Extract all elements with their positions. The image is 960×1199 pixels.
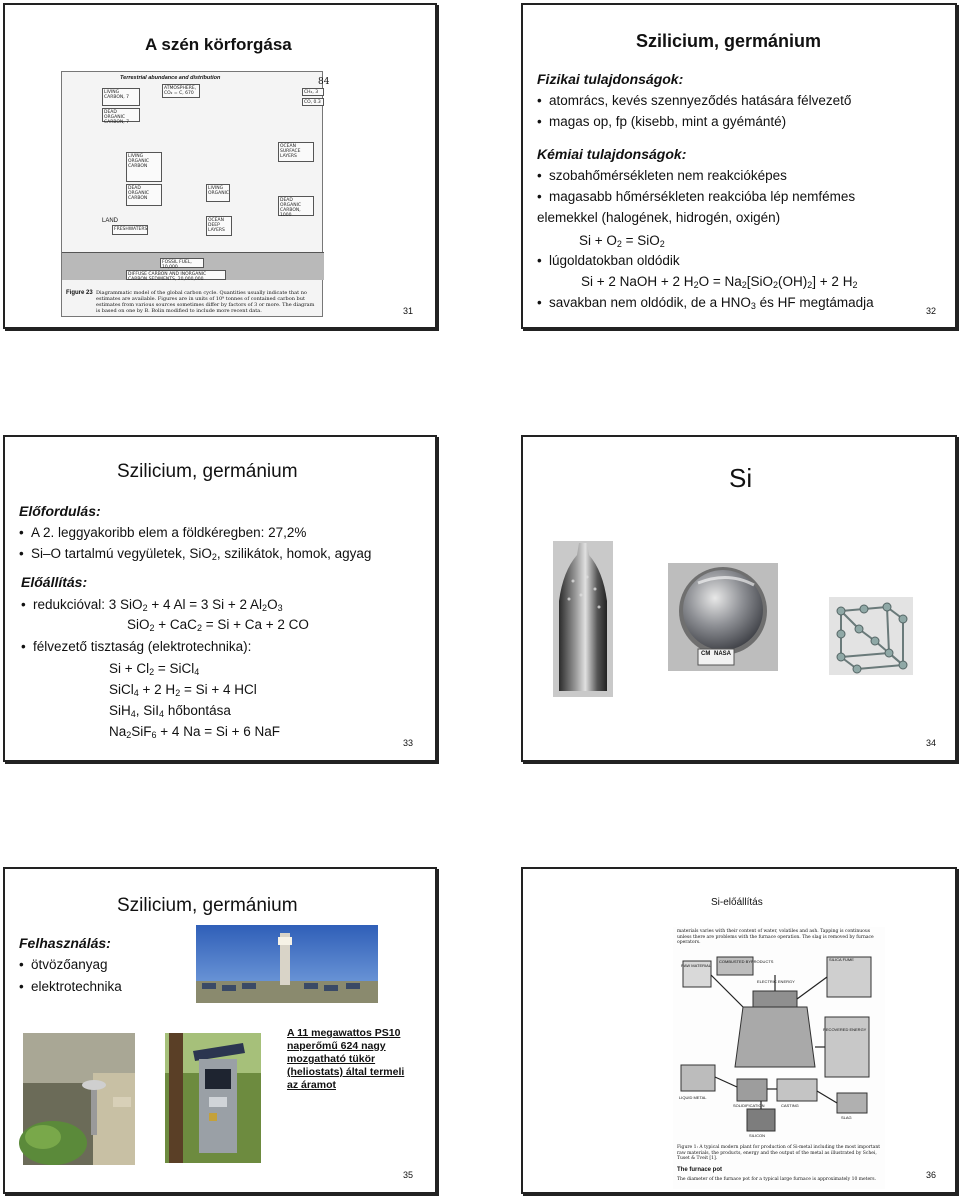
diagram-box: CH₄, 3 xyxy=(302,88,324,96)
list-item: • redukcióval: 3 SiO$_2$ + 4 Al = 3 Si + 2 $Al_2O_3$ xyxy=(21,597,283,613)
list-item-continuation: elemekkel (halogének, hidrogén, oxigén) xyxy=(537,210,781,225)
diagram-box: FRESHWATERS xyxy=(112,225,148,235)
diagram-box: DEAD ORGANIC CARBON xyxy=(126,184,162,206)
slide-title: Si xyxy=(729,463,753,493)
diagram-box: ATMOSPHERE, CO₂ = C, 670 xyxy=(162,84,200,98)
crystal-lattice-model xyxy=(829,597,913,675)
si-plant-figure xyxy=(673,927,885,1189)
equation: SiO$_2$ + CaC$_2$ = Si + Ca + 2 CO xyxy=(127,617,309,633)
diagram-box: DEAD ORGANIC CARBON, 7 xyxy=(102,108,140,122)
list-item: • A 2. leggyakoribb elem a földkéregben: 27,2% xyxy=(19,525,306,540)
list-item: • szobahőmérsékleten nem reakcióképes xyxy=(537,168,787,183)
equation: $Si + O_2 = SiO_2$ xyxy=(579,233,665,249)
slide-32 xyxy=(521,3,957,329)
plant-label: SOLIDIFICATION xyxy=(733,1103,765,1108)
slide-33 xyxy=(3,435,437,762)
list-item: • lúgoldatokban oldódik xyxy=(537,253,680,268)
diagram-box: LIVING CARBON, 7 xyxy=(102,88,140,106)
slide-36 xyxy=(521,867,957,1194)
plant-label: RAW MATERIAL xyxy=(681,963,712,968)
equation: $Na_2SiF_6 + 4$ Na = Si + 6 NaF xyxy=(109,724,280,740)
list-item: • magasabb hőmérsékleten reakcióba lép nemfémes xyxy=(537,189,855,204)
usage-heading: Felhasználás: xyxy=(19,935,111,951)
diagram-box: FOSSIL FUEL, 10,000 xyxy=(160,258,204,268)
production-heading: Előállítás: xyxy=(21,574,88,590)
diagram-box: OCEAN SURFACE LAYERS xyxy=(278,142,314,162)
page-number: 32 xyxy=(926,306,937,316)
solar-tower-photo xyxy=(196,925,378,1003)
carbon-cycle-diagram xyxy=(61,71,330,317)
plant-label: CASTING xyxy=(781,1103,799,1108)
page-number: 36 xyxy=(926,1170,937,1180)
page-number: 35 xyxy=(403,1170,414,1180)
slide-35 xyxy=(3,867,437,1194)
occurrence-heading: Előfordulás: xyxy=(19,503,101,519)
silicon-wafer-photo xyxy=(668,563,778,671)
list-item: • elektrotechnika xyxy=(19,979,122,994)
furnace-text: The diameter of the furnace pot for a typical large furnace is approximately 10 meters. xyxy=(677,1177,877,1182)
slide-34 xyxy=(521,435,957,762)
page-number: 34 xyxy=(926,738,937,748)
chemical-heading: Kémiai tulajdonságok: xyxy=(537,146,687,162)
diagram-box: DEAD ORGANIC CARBON, 1000 xyxy=(278,196,314,216)
plant-label: COMBUSTED BYPRODUCTS xyxy=(719,959,774,964)
silicon-ingot-photo xyxy=(553,541,613,697)
diagram-box: DIFFUSE CARBON AND INORGANIC CARBON SEDIMENTS, 20,000,000 xyxy=(126,270,226,280)
list-item: • magas op, fp (kisebb, mint a gyémánté) xyxy=(537,114,786,129)
plant-label: LIQUID METAL xyxy=(679,1095,707,1100)
page-number: 33 xyxy=(403,738,414,748)
solar-parking-meter-photo xyxy=(165,1033,261,1163)
slide-title: Szilicium, germánium xyxy=(117,461,298,482)
equation: SiH$_4$, SiI$_4$ hőbontása xyxy=(109,703,231,719)
figure-caption: Figure 1: A typical modern plant for production of Si-metal including the most important raw materials, the products, energy and the output of the metal as illustrated by Schei, Tuset & Tveit [1]. xyxy=(677,1145,881,1161)
furnace-heading: The furnace pot xyxy=(677,1167,723,1173)
figure-label: Figure 23 xyxy=(66,290,93,296)
photo-caption: A 11 megawattos PS10 naperőmű 624 nagy mozgatható tükör (heliostats) által termeli az áramot xyxy=(287,1027,405,1091)
wafer-label-nasa: NASA xyxy=(714,651,732,657)
diagram-box: LIVING ORGANIC CARBON xyxy=(126,152,162,182)
slide-title: Szilicium, germánium xyxy=(636,31,822,51)
slide-31 xyxy=(3,3,437,329)
list-item: • savakban nem oldódik, de a $HNO_3$ és HF megtámadja xyxy=(537,295,874,311)
solar-garden-lamp-photo xyxy=(23,1033,135,1165)
list-item: • félvezető tisztaság (elektrotechnika): xyxy=(21,639,251,654)
diagram-box: LIVING ORGANIC xyxy=(206,184,230,202)
list-item: • atomrács, kevés szennyeződés hatására félvezető xyxy=(537,93,851,108)
handwritten-note: 84 xyxy=(318,77,330,87)
slide-title: A szén körforgása xyxy=(145,35,292,54)
page-number: 31 xyxy=(403,306,414,316)
diagram-heading: Terrestrial abundance and distribution xyxy=(120,75,221,81)
plant-label: SLAG xyxy=(841,1115,852,1120)
diagram-box: CO, 0.3 xyxy=(302,98,324,106)
slide-title: Si-előállítás xyxy=(711,897,763,908)
physical-heading: Fizikai tulajdonságok: xyxy=(537,71,684,87)
plant-label: SILICA FUME xyxy=(829,957,854,962)
equation: $Si + Cl_2$ = SiCl$_4$ xyxy=(109,661,200,677)
slide-title: Szilicium, germánium xyxy=(117,895,298,916)
wafer-label-cm: CM xyxy=(701,651,711,657)
equation: SiCl$_4$ + 2 $H_2 = Si + 4$ HCl xyxy=(109,682,257,698)
plant-label: ELECTRIC ENERGY xyxy=(757,979,795,984)
list-item: • ötvözőanyag xyxy=(19,957,108,972)
figure-caption: Diagrammatic model of the global carbon cycle. Quantities usually indicate that no estimates are available. Figures are in units of 10⁹ tonnes of contained carbon but estimates from various sources sometimes differ by factors of 3 or more. The diagram is based on one by B. Bolin modified to include more recent data. xyxy=(96,290,315,314)
figure-text: materials varies with their content of water, volatiles and ash. Tapping is continuous unless there are problems with the furnace operation. The slag is removed by furnace operators. xyxy=(677,929,874,945)
plant-label: SILICON xyxy=(749,1133,766,1138)
plant-label: RECOVERED ENERGY xyxy=(823,1027,867,1032)
diagram-land-label: LAND xyxy=(102,218,119,224)
equation: Si + 2 NaOH + 2 $H_2O = Na_2[SiO_2(OH)_2] + 2$ $H_2$ xyxy=(581,274,858,290)
diagram-box: OCEAN DEEP LAYERS xyxy=(206,216,232,236)
list-item: • Si–O tartalmú vegyületek, SiO$_2$, szilikátok, homok, agyag xyxy=(19,546,371,562)
